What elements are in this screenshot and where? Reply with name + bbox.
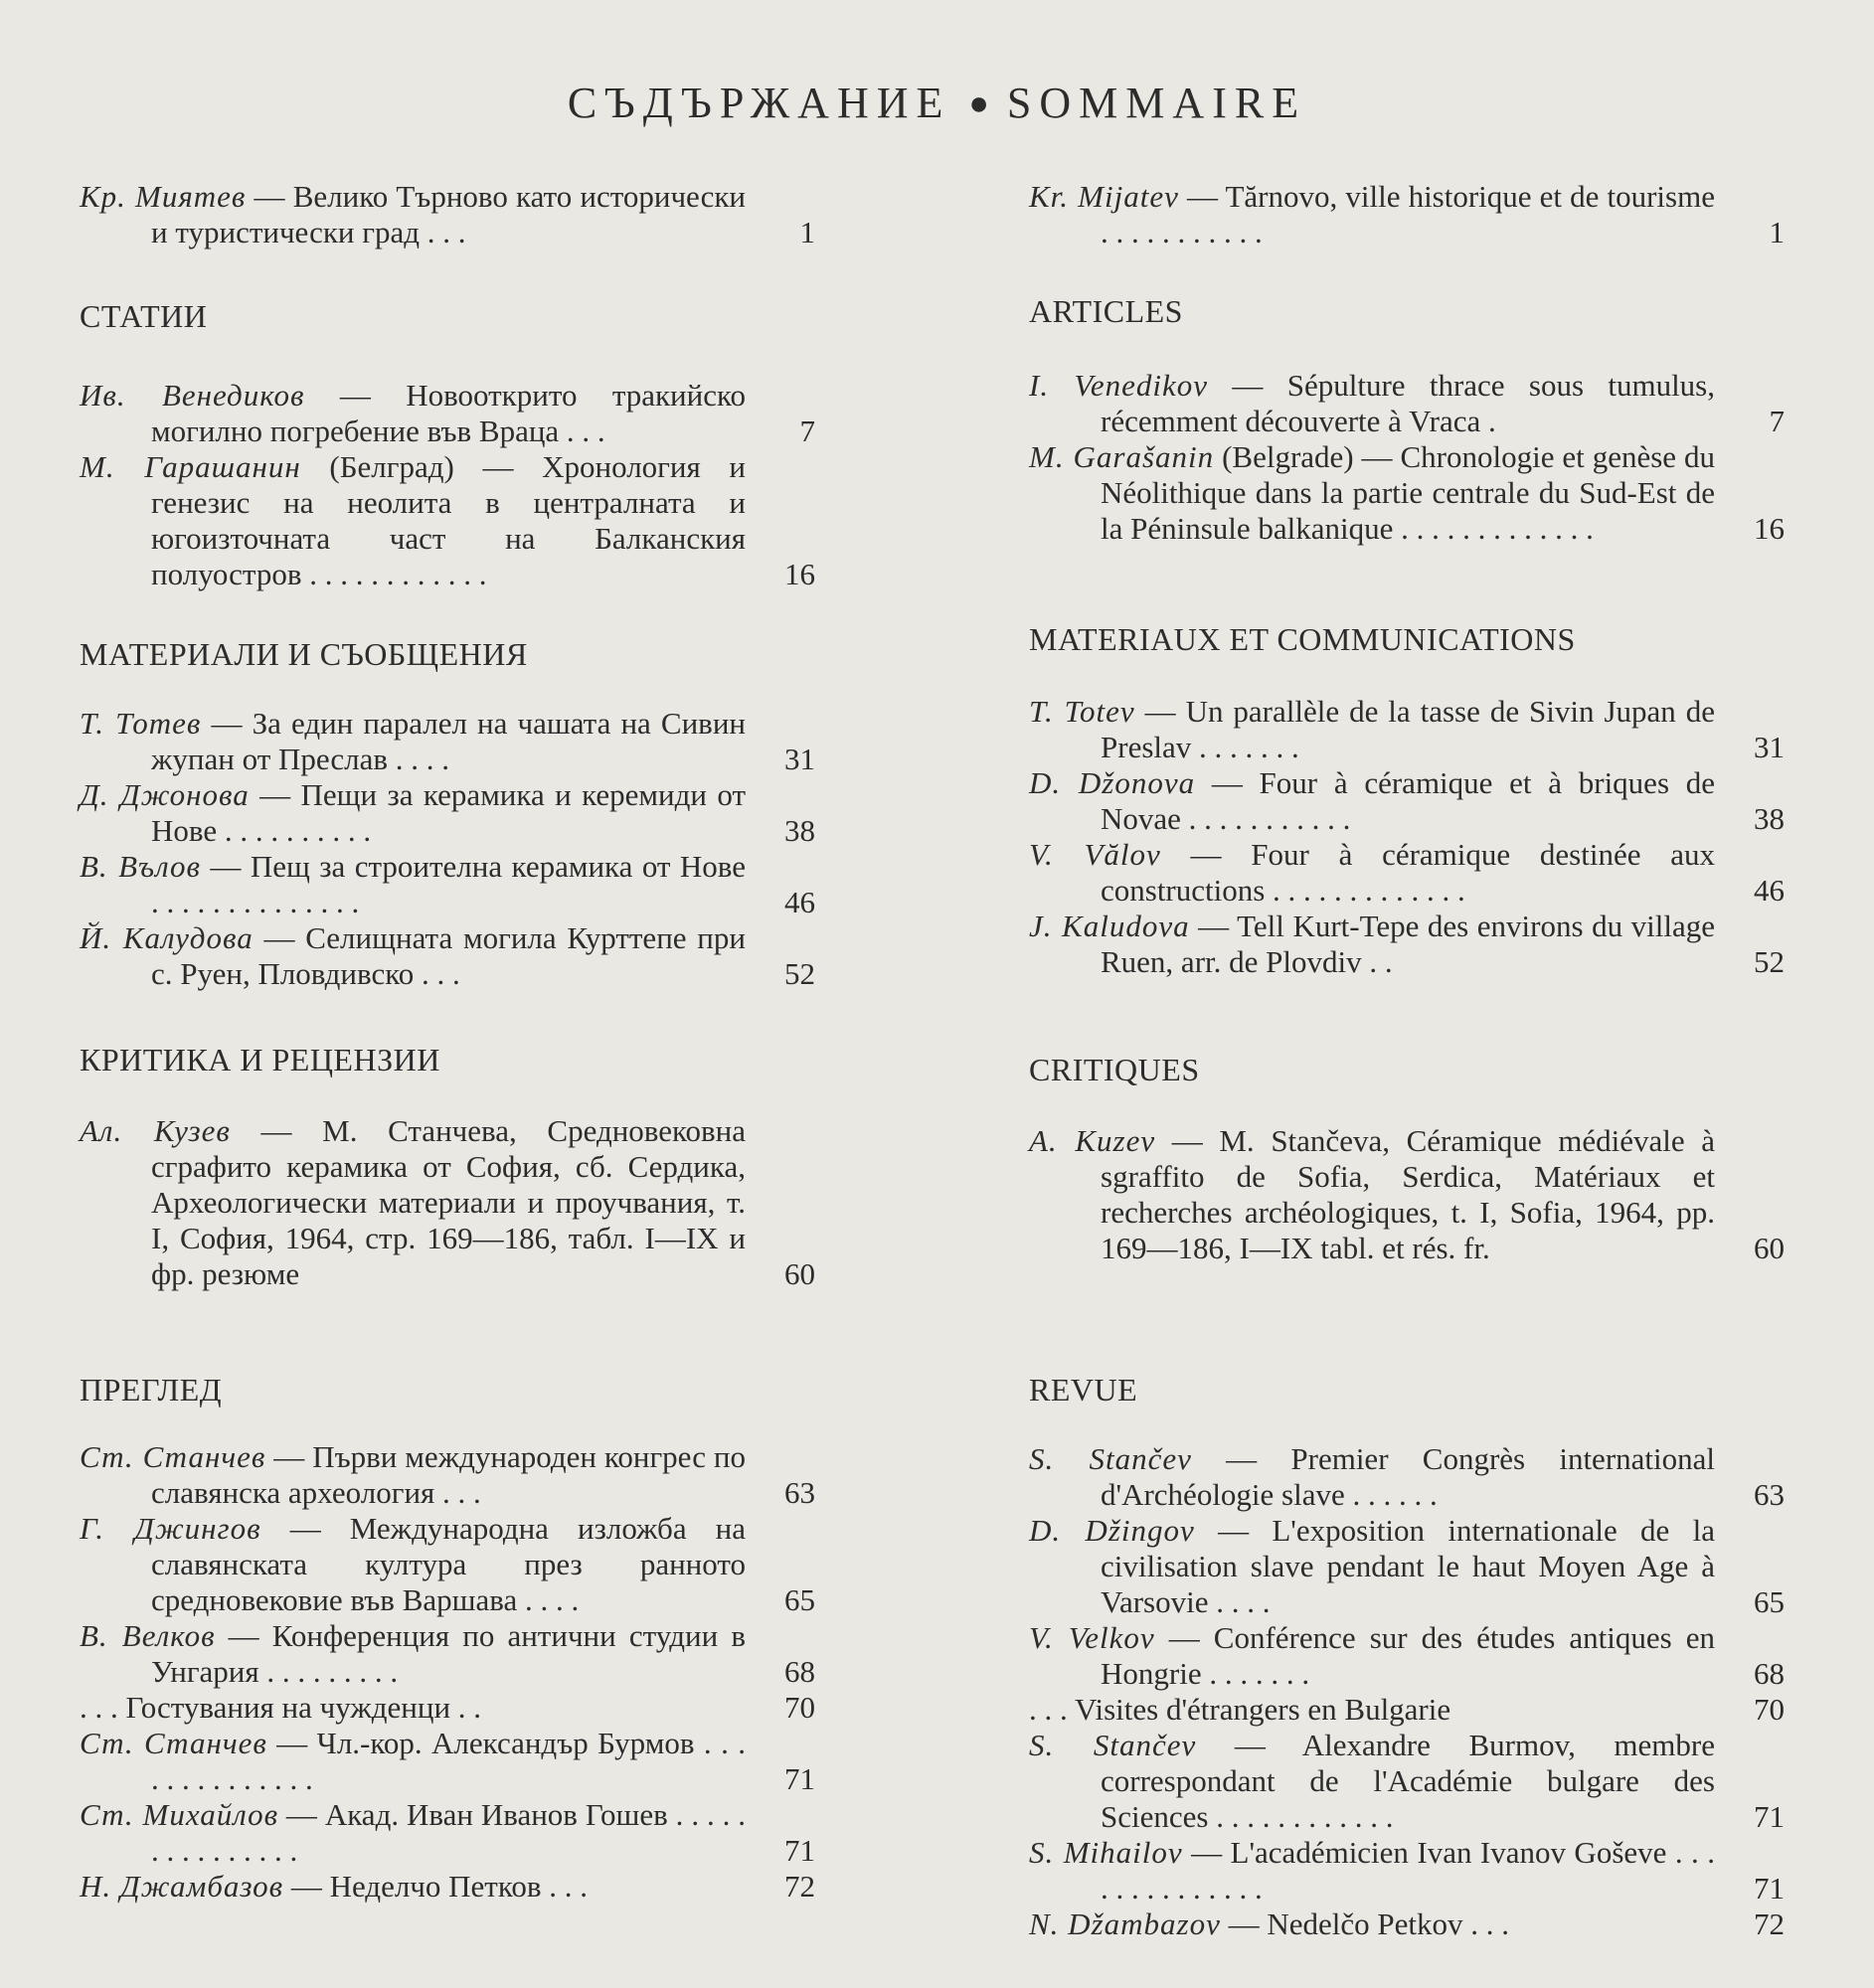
page-number: 71 — [1754, 1799, 1785, 1834]
page-number: 65 — [784, 1582, 815, 1617]
toc-entry — [80, 1511, 815, 1618]
entry-author: Ст. Михайлов — [80, 1797, 279, 1832]
entry-author: В. Велков — [80, 1618, 216, 1653]
page-number: 72 — [784, 1869, 815, 1904]
toc-entry — [1029, 1728, 1785, 1835]
entry-text — [1029, 1620, 1715, 1692]
entry-author: D. Džingov — [1029, 1513, 1195, 1548]
entry-title: — За един паралел на чашата на Сивин жупан от Преслав . . . . — [151, 706, 746, 776]
entry-author: Д. Джонова — [80, 777, 250, 812]
entry-text — [80, 1113, 746, 1292]
entry-title: — Новооткрито тракийско могилно погребение във Враца . . . — [151, 378, 746, 448]
entry-text — [1029, 368, 1715, 439]
page-number: 16 — [784, 557, 815, 591]
entry-title: — Tell Kurt-Tepe des environs du village Ruen, arr. de Plovdiv . . — [1101, 909, 1715, 979]
section-entries — [80, 1439, 815, 1905]
toc-entry — [80, 777, 815, 849]
entry-text — [1029, 179, 1715, 250]
entry-author: V. Vălov — [1029, 837, 1161, 872]
entry-title: — Premier Congrès international d'Archéologie slave . . . . . . — [1101, 1441, 1715, 1512]
entry-author: J. Kaludova — [1029, 909, 1190, 943]
entry-author: M. Garašanin — [1029, 439, 1215, 474]
entry-title: — Пещи за керамика и керемиди от Нове . . . . . . . . . . — [151, 777, 746, 848]
toc-entry — [1029, 765, 1785, 837]
page-title — [0, 78, 1874, 128]
entry-title: (Белград) — Хронология и генезис на неолита в централната и югоизточната част на Балканския полуостров . . . . . . . . . . . . — [151, 449, 746, 591]
section-heading: ПРЕГЛЕД — [80, 1372, 223, 1408]
page-number: 68 — [784, 1654, 815, 1689]
entry-title: — L'académicien Ivan Ivanov Goševe . . . . . . . . . . . . . . — [1101, 1835, 1715, 1905]
toc-entry — [1029, 694, 1785, 765]
toc-entry — [1029, 1906, 1785, 1942]
entry-author: A. Kuzev — [1029, 1123, 1156, 1158]
section-heading: REVUE — [1029, 1372, 1138, 1408]
entry-author: Кр. Миятев — [80, 179, 247, 214]
toc-entry — [80, 1690, 815, 1726]
section-heading: СТАТИИ — [80, 298, 208, 334]
toc-entry — [80, 179, 815, 250]
entry-text — [1029, 1692, 1715, 1728]
page-number: 31 — [1754, 730, 1785, 764]
toc-entry — [80, 378, 815, 449]
entry-author: М. Гарашанин — [80, 449, 301, 484]
entry-title: — Four à céramique et à briques de Novae . . . . . . . . . . . — [1101, 765, 1716, 836]
entry-title: — Неделчо Петков . . . — [283, 1869, 588, 1904]
page-number: 63 — [784, 1475, 815, 1510]
entry-text — [80, 378, 746, 449]
page-number: 60 — [1754, 1231, 1785, 1265]
toc-entry — [80, 1869, 815, 1905]
entry-text — [1029, 1835, 1715, 1906]
page-number: 60 — [784, 1256, 815, 1291]
entry-author: Т. Тотев — [80, 706, 202, 741]
page-number: 63 — [1754, 1477, 1785, 1512]
entry-text — [80, 849, 746, 920]
page-number: 52 — [1754, 944, 1785, 979]
entry-author: Ст. Станчев — [80, 1726, 267, 1760]
section-entries — [80, 378, 815, 592]
toc-entry — [80, 1726, 815, 1797]
intro-entry — [80, 179, 815, 250]
toc-entry — [80, 920, 815, 992]
entry-author: V. Velkov — [1029, 1620, 1155, 1655]
page-number: 65 — [1754, 1584, 1785, 1619]
page-number: 52 — [784, 956, 815, 991]
page-number: 7 — [1769, 404, 1785, 438]
entry-author: Г. Джингов — [80, 1511, 261, 1546]
title-bulgarian: СЪДЪРЖАНИЕ — [567, 79, 951, 127]
page-number: 68 — [1754, 1656, 1785, 1691]
section-heading: КРИТИКА И РЕЦЕНЗИИ — [80, 1042, 440, 1077]
toc-entry — [1029, 1123, 1785, 1266]
entry-text — [80, 1869, 746, 1905]
toc-entry — [1029, 1513, 1785, 1620]
toc-entry — [80, 849, 815, 920]
entry-text — [80, 920, 746, 992]
entry-author: Н. Джамбазов — [80, 1869, 284, 1904]
entry-text — [80, 1797, 746, 1869]
page-number: 38 — [784, 813, 815, 848]
entry-title: — Акад. Иван Иванов Гошев . . . . . . . . . . . . . . . — [151, 1797, 746, 1868]
entry-title: . . . Visites d'étrangers en Bulgarie — [1029, 1692, 1451, 1727]
entry-title: — Чл.-кор. Александър Бурмов . . . . . . . . . . . . . . — [151, 1726, 746, 1796]
entry-title: — Пещ за строителна керамика от Нове . . . . . . . . . . . . . . — [151, 849, 746, 919]
page-number: 71 — [784, 1833, 815, 1868]
entry-author: T. Totev — [1029, 694, 1135, 729]
page-number: 16 — [1754, 511, 1785, 546]
page-number: 70 — [1754, 1692, 1785, 1727]
entry-text — [80, 179, 746, 250]
section-entries — [1029, 1441, 1785, 1942]
toc-entry — [1029, 1835, 1785, 1906]
section-entries — [80, 706, 815, 992]
toc-entry — [80, 706, 815, 777]
entry-author: I. Venedikov — [1029, 368, 1209, 403]
entry-title: — Първи международен конгрес по славянска археология . . . — [151, 1439, 746, 1510]
page-number: 1 — [799, 215, 815, 249]
page-number: 46 — [1754, 873, 1785, 908]
entry-text — [1029, 694, 1715, 765]
entry-title: — Селищната могила Курттепе при с. Руен, Пловдивско . . . — [151, 920, 746, 991]
section-heading: CRITIQUES — [1029, 1052, 1200, 1087]
entry-author: S. Stančev — [1029, 1728, 1197, 1762]
entry-text — [1029, 1728, 1715, 1835]
entry-title: — Four à céramique destinée aux constructions . . . . . . . . . . . . . — [1101, 837, 1715, 908]
entry-text — [1029, 837, 1715, 909]
entry-title: — Alexandre Burmov, membre correspondant de l'Académie bulgare des Sciences . . . . . . . . . . . . — [1101, 1728, 1715, 1834]
entry-title: — Международна изложба на славянската култура през ранното средновековие във Варшава . . . . — [151, 1511, 747, 1617]
page-number: 71 — [1754, 1871, 1785, 1905]
entry-text — [1029, 1123, 1716, 1266]
toc-entry — [1029, 439, 1785, 547]
entry-text — [1029, 1906, 1715, 1942]
toc-entry — [1029, 1692, 1785, 1728]
entry-title: — Nedelčo Petkov . . . — [1220, 1906, 1509, 1941]
toc-entry — [1029, 1620, 1785, 1692]
section-heading: ARTICLES — [1029, 293, 1183, 329]
entry-text — [1029, 1441, 1715, 1513]
page-number: 71 — [784, 1761, 815, 1796]
entry-text — [80, 449, 746, 592]
entry-text — [1029, 765, 1716, 837]
section-entries — [80, 1113, 815, 1292]
entry-title: — Sépulture thrace sous tumulus, récemment découverte à Vraca . — [1101, 368, 1715, 438]
section-entries — [1029, 694, 1785, 980]
section-entries — [1029, 1123, 1785, 1266]
page-number: 7 — [799, 414, 815, 448]
entry-text — [80, 706, 746, 777]
entry-author: D. Džonova — [1029, 765, 1196, 800]
toc-entry — [1029, 909, 1785, 980]
entry-text — [1029, 909, 1715, 980]
entry-text — [1029, 439, 1715, 547]
page-number: 46 — [784, 885, 815, 919]
entry-text — [80, 777, 746, 849]
entry-text — [80, 1690, 746, 1726]
entry-author: Ив. Венедиков — [80, 378, 305, 413]
entry-title: — Конференция по антични студии в Унгария . . . . . . . . . — [151, 1618, 746, 1689]
page-number: 31 — [784, 742, 815, 776]
entry-author: Kr. Mijatev — [1029, 179, 1179, 214]
page-number: 72 — [1754, 1906, 1785, 1941]
page-number: 70 — [784, 1690, 815, 1725]
toc-entry — [80, 1797, 815, 1869]
entry-author: В. Вълов — [80, 849, 201, 884]
entry-author: S. Mihailov — [1029, 1835, 1183, 1870]
entry-text — [80, 1618, 746, 1690]
intro-entry — [1029, 179, 1785, 250]
entry-author: Ал. Кузев — [80, 1113, 231, 1148]
entry-title: (Belgrade) — Chronologie et genèse du Néolithique dans la partie centrale du Sud-Est de la Péninsule balkanique . . . . . . . . . . . . . — [1101, 439, 1715, 546]
bullet-separator: ● — [968, 85, 989, 122]
entry-author: Й. Калудова — [80, 920, 254, 955]
entry-text — [80, 1726, 746, 1797]
entry-title: — L'exposition internationale de la civilisation slave pendant le haut Moyen Age à Varsovie . . . . — [1101, 1513, 1715, 1619]
entry-title: — M. Stančeva, Céramique médiévale à sgraffito de Sofia, Serdica, Matériaux et recherches archéologiques, t. I, Sofia, 1964, pp. 169—186, I—IX tabl. et rés. fr. — [1101, 1123, 1716, 1265]
toc-entry — [1029, 1441, 1785, 1513]
entry-title: — Велико Търново като исторически и туристически град . . . — [151, 179, 746, 249]
section-heading: МАТЕРИАЛИ И СЪОБЩЕНИЯ — [80, 636, 528, 672]
page-number: 1 — [1769, 215, 1785, 249]
entry-title: — Tărnovo, ville historique et de tourisme . . . . . . . . . . . — [1101, 179, 1715, 249]
toc-entry — [80, 449, 815, 592]
entry-title: — М. Станчева, Средновековна сграфито керамика от София, сб. Сердика, Археологически материали и проучвания, т. I, София, 1964, стр. 169—186, табл. I—IX и фр. резюме — [151, 1113, 746, 1291]
entry-author: Ст. Станчев — [80, 1439, 266, 1474]
toc-entry — [1029, 179, 1785, 250]
toc-entry — [1029, 368, 1785, 439]
entry-text — [80, 1439, 746, 1511]
entry-title: — Conférence sur des études antiques en Hongrie . . . . . . . — [1101, 1620, 1715, 1691]
entry-title: . . . Гостувания на чужденци . . — [80, 1690, 482, 1725]
toc-entry — [80, 1618, 815, 1690]
toc-entry — [80, 1439, 815, 1511]
toc-entry — [1029, 837, 1785, 909]
entry-author: S. Stančev — [1029, 1441, 1192, 1476]
section-entries — [1029, 368, 1785, 547]
section-heading: MATERIAUX ET COMMUNICATIONS — [1029, 621, 1576, 657]
entry-text — [80, 1511, 747, 1618]
title-french: SOMMAIRE — [1006, 79, 1307, 127]
page-number: 38 — [1754, 801, 1785, 836]
entry-text — [1029, 1513, 1715, 1620]
entry-author: N. Džambazov — [1029, 1906, 1221, 1941]
entry-title: — Un parallèle de la tasse de Sivin Jupan de Preslav . . . . . . . — [1101, 694, 1715, 764]
toc-entry — [80, 1113, 815, 1292]
